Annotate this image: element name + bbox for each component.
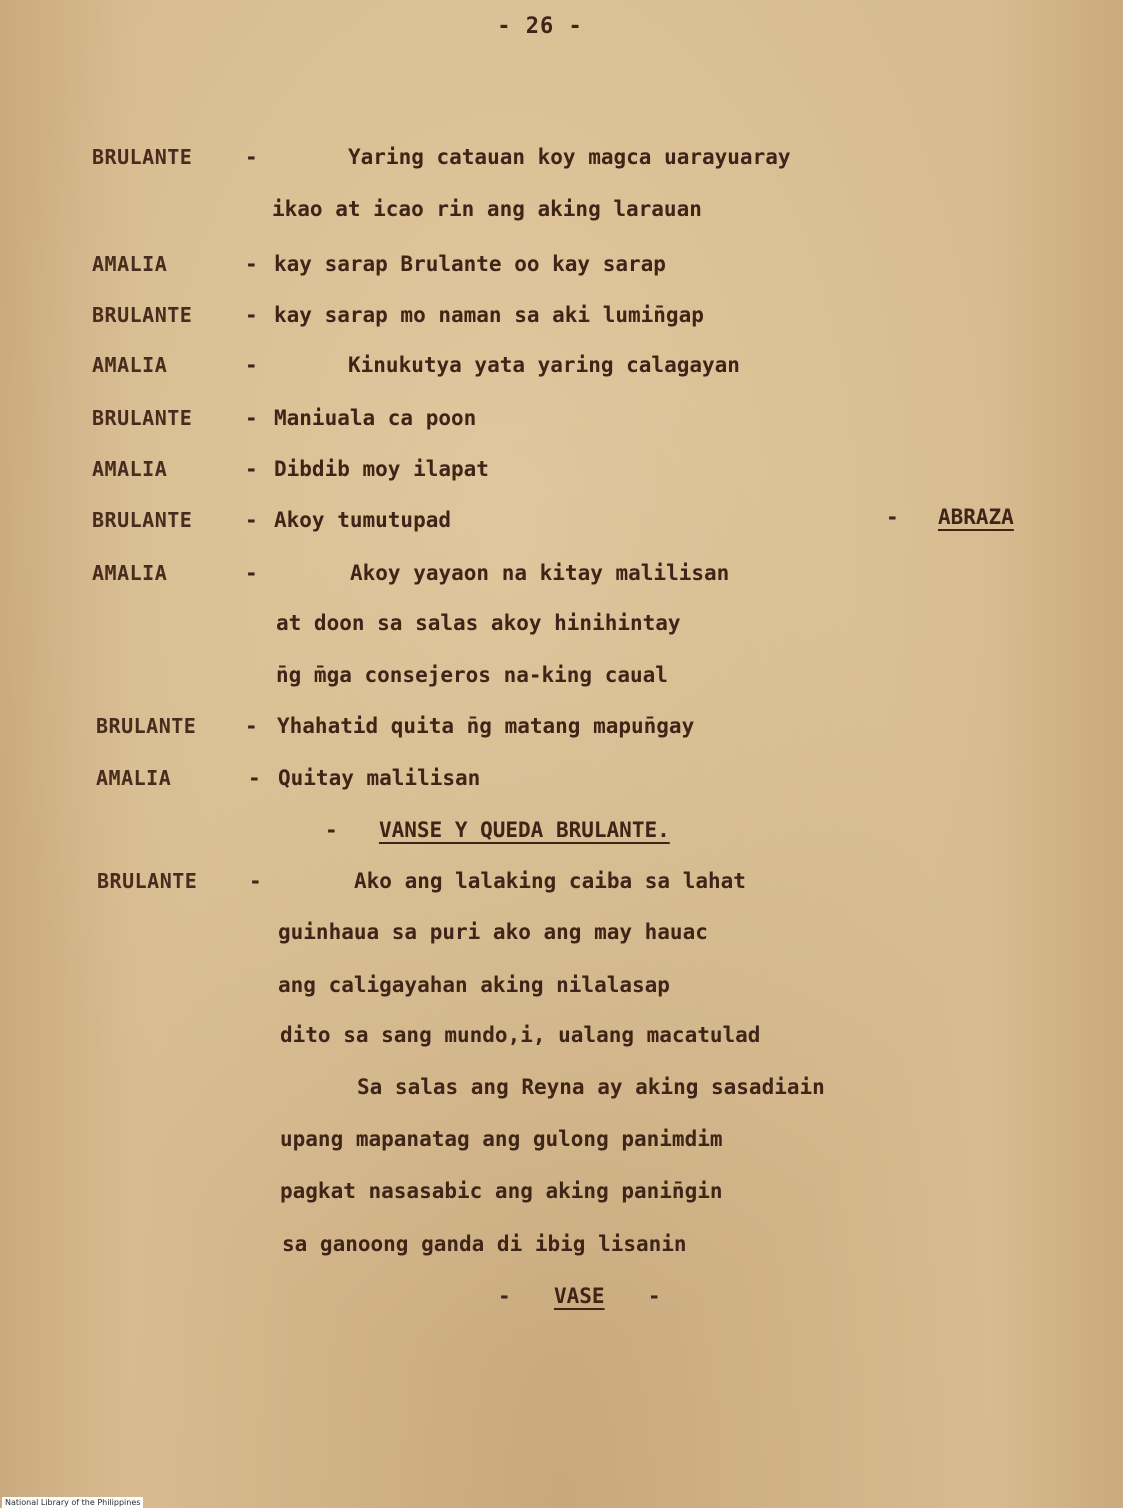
- dialogue-dash: -: [245, 561, 258, 585]
- speaker-name: AMALIA: [96, 766, 172, 790]
- speaker-name: BRULANTE: [92, 406, 193, 430]
- speaker-name: BRULANTE: [96, 714, 197, 738]
- dialogue-dash: -: [248, 766, 261, 790]
- dialogue-text: upang mapanatag ang gulong panimdim: [280, 1127, 723, 1151]
- script-line: [0, 1119, 1123, 1159]
- script-line: [0, 1224, 1123, 1264]
- direction-text: VASE: [553, 1284, 605, 1308]
- script-line: [0, 398, 1123, 438]
- direction-dash: -: [647, 1284, 661, 1308]
- dialogue-dash: -: [245, 457, 258, 481]
- script-line: [0, 137, 1123, 177]
- dialogue-dash: -: [245, 406, 258, 430]
- dialogue-dash: -: [245, 508, 258, 532]
- dialogue-text: n̄g m̄ga consejeros na-king caual: [276, 663, 668, 687]
- direction-text: VANSE Y QUEDA BRULANTE.: [378, 818, 670, 842]
- dialogue-text: dito sa sang mundo,i, ualang macatulad: [280, 1023, 761, 1047]
- script-line: [0, 1015, 1123, 1055]
- script-line: [0, 758, 1123, 798]
- dialogue-text: Ako ang lalaking caiba sa lahat: [354, 869, 746, 893]
- speaker-name: BRULANTE: [92, 145, 193, 169]
- dialogue-text: Maniuala ca poon: [274, 406, 477, 430]
- dialogue-text: ang caligayahan aking nilalasap: [278, 973, 670, 997]
- script-line: [0, 965, 1123, 1005]
- footer-credit: National Library of the Philippines: [2, 1497, 143, 1508]
- script-line: [0, 603, 1123, 643]
- direction-dash: -: [886, 505, 899, 529]
- dialogue-dash: -: [245, 252, 258, 276]
- dialogue-text: Akoy tumutupad: [274, 508, 452, 532]
- stage-direction-abraza: [886, 497, 1014, 537]
- script-line: [0, 655, 1123, 695]
- dialogue-dash: -: [249, 869, 262, 893]
- dialogue-dash: -: [245, 145, 258, 169]
- script-line: [0, 1067, 1123, 1107]
- direction-dash: -: [498, 1284, 511, 1308]
- script-line: [0, 345, 1123, 385]
- dialogue-text: Quitay malilisan: [278, 766, 481, 790]
- direction-dash: -: [325, 818, 338, 842]
- script-line: [0, 861, 1123, 901]
- speaker-name: AMALIA: [92, 252, 168, 276]
- stage-direction-vanse: [325, 810, 670, 850]
- script-line: [0, 295, 1123, 335]
- speaker-name: AMALIA: [92, 561, 168, 585]
- dialogue-dash: -: [245, 714, 258, 738]
- dialogue-text: Kinukutya yata yaring calagayan: [348, 353, 740, 377]
- dialogue-text: Yhahatid quita n̄g matang mapun̄gay: [277, 714, 695, 738]
- script-line: [0, 449, 1123, 489]
- direction-text: ABRAZA: [937, 505, 1014, 529]
- dialogue-text: sa ganoong ganda di ibig lisanin: [282, 1232, 687, 1256]
- dialogue-text: guinhaua sa puri ako ang may hauac: [278, 920, 708, 944]
- page-number: - 26 -: [497, 14, 583, 39]
- stage-direction-vase: [498, 1276, 661, 1316]
- script-line: [0, 244, 1123, 284]
- dialogue-text: at doon sa salas akoy hinihintay: [276, 611, 681, 635]
- speaker-name: BRULANTE: [97, 869, 198, 893]
- dialogue-text: Sa salas ang Reyna ay aking sasadiain: [357, 1075, 825, 1099]
- dialogue-text: kay sarap mo naman sa aki lumin̄gap: [274, 303, 704, 327]
- script-line: [0, 189, 1123, 229]
- script-line: [0, 553, 1123, 593]
- dialogue-dash: -: [245, 353, 258, 377]
- speaker-name: AMALIA: [92, 457, 168, 481]
- speaker-name: AMALIA: [92, 353, 168, 377]
- script-line: [0, 1171, 1123, 1211]
- script-line: [0, 912, 1123, 952]
- dialogue-text: pagkat nasasabic ang aking panin̄gin: [280, 1179, 723, 1203]
- dialogue-text: Akoy yayaon na kitay malilisan: [350, 561, 730, 585]
- dialogue-text: ikao at icao rin ang aking larauan: [272, 197, 702, 221]
- dialogue-text: kay sarap Brulante oo kay sarap: [274, 252, 666, 276]
- speaker-name: BRULANTE: [92, 508, 193, 532]
- dialogue-text: Yaring catauan koy magca uarayuaray: [348, 145, 791, 169]
- dialogue-text: Dibdib moy ilapat: [274, 457, 489, 481]
- dialogue-dash: -: [245, 303, 258, 327]
- speaker-name: BRULANTE: [92, 303, 193, 327]
- script-line: [0, 706, 1123, 746]
